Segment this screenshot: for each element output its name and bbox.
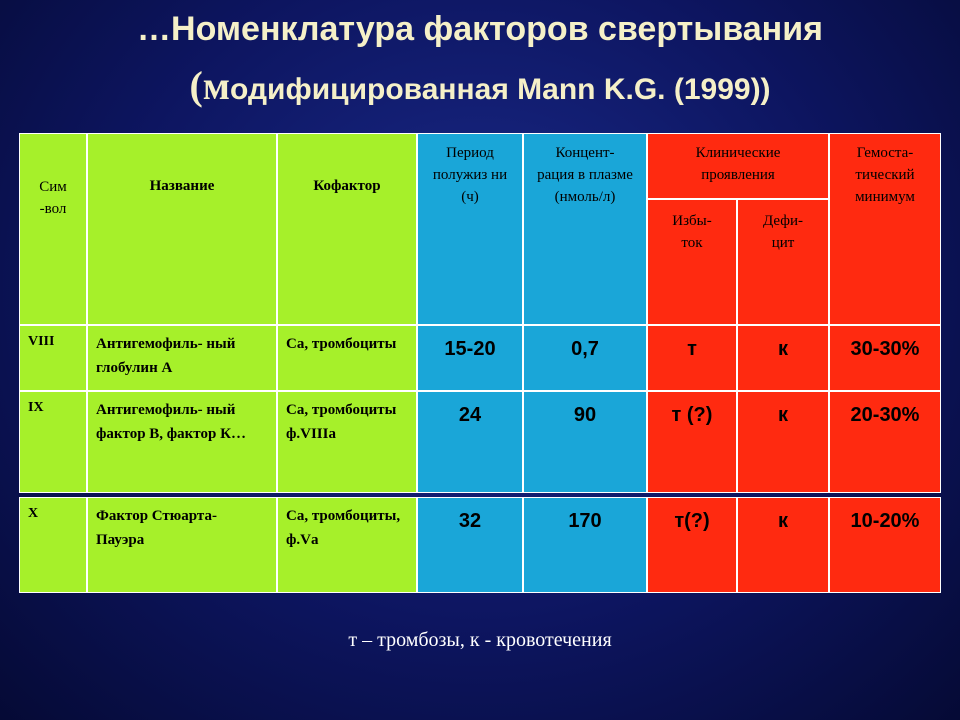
row-viii-name: Антигемофиль- ный глобулин А <box>87 325 277 391</box>
header-clinical <box>647 133 829 199</box>
header-clinical-text: Клинические проявления <box>695 145 781 183</box>
row-ix-cofactor: Са, тромбоциты ф.VIIIа <box>277 391 417 493</box>
row-x-concentration: 170 <box>523 497 647 593</box>
title-m: м <box>202 63 231 108</box>
row-ix-half-life: 24 <box>417 391 523 493</box>
row-viii-excess: т <box>647 325 737 391</box>
row-ix-hemostatic-min: 20-30% <box>829 391 941 493</box>
header-cofactor-text: Кофактор <box>313 178 381 194</box>
row-x-deficit: к <box>737 497 829 593</box>
row-ix-deficit: к <box>737 391 829 493</box>
row-x-symbol: X <box>19 497 87 593</box>
row-x-name: Фактор Стюарта- Пауэра <box>87 497 277 593</box>
title-rest: одифицированная Mann K.G. (1999)) <box>230 73 771 106</box>
row-ix-excess: т (?) <box>647 391 737 493</box>
header-half-life-text: Период полужиз ни (ч) <box>432 145 508 205</box>
row-viii-concentration: 0,7 <box>523 325 647 391</box>
legend-note: т – тромбозы, к - кровотечения <box>348 629 612 651</box>
row-x-half-life: 32 <box>417 497 523 593</box>
header-excess <box>647 199 737 325</box>
header-excess-text: Избы- ток <box>672 213 712 251</box>
title-paren: ( <box>189 63 203 108</box>
header-symbol <box>19 133 87 325</box>
header-concentration-text: Концент- рация в плазме (нмоль/л) <box>537 145 633 205</box>
row-ix-concentration: 90 <box>523 391 647 493</box>
row-ix-symbol: IX <box>19 391 87 493</box>
slide-title-line1: …Номенклатура факторов свертывания <box>137 10 823 48</box>
header-hemostatic-min <box>829 133 941 325</box>
row-x-excess: т(?) <box>647 497 737 593</box>
header-hemostatic-min-text: Гемоста- тический минимум <box>855 145 915 205</box>
row-viii-deficit: к <box>737 325 829 391</box>
row-viii-hemostatic-min: 30-30% <box>829 325 941 391</box>
header-concentration <box>523 133 647 325</box>
header-cofactor <box>277 133 417 325</box>
header-half-life <box>417 133 523 325</box>
row-viii-half-life: 15-20 <box>417 325 523 391</box>
header-deficit-text: Дефи- цит <box>763 213 803 251</box>
row-x-cofactor: Са, тромбоциты, ф.Vа <box>277 497 417 593</box>
header-name <box>87 133 277 325</box>
header-name-text: Название <box>149 178 215 194</box>
row-viii-symbol: VIII <box>19 325 87 391</box>
header-symbol-text: Сим -вол <box>39 179 67 217</box>
row-viii-cofactor: Са, тромбоциты <box>277 325 417 391</box>
row-ix-name: Антигемофиль- ный фактор В, фактор К… <box>87 391 277 493</box>
header-deficit <box>737 199 829 325</box>
row-x-hemostatic-min: 10-20% <box>829 497 941 593</box>
